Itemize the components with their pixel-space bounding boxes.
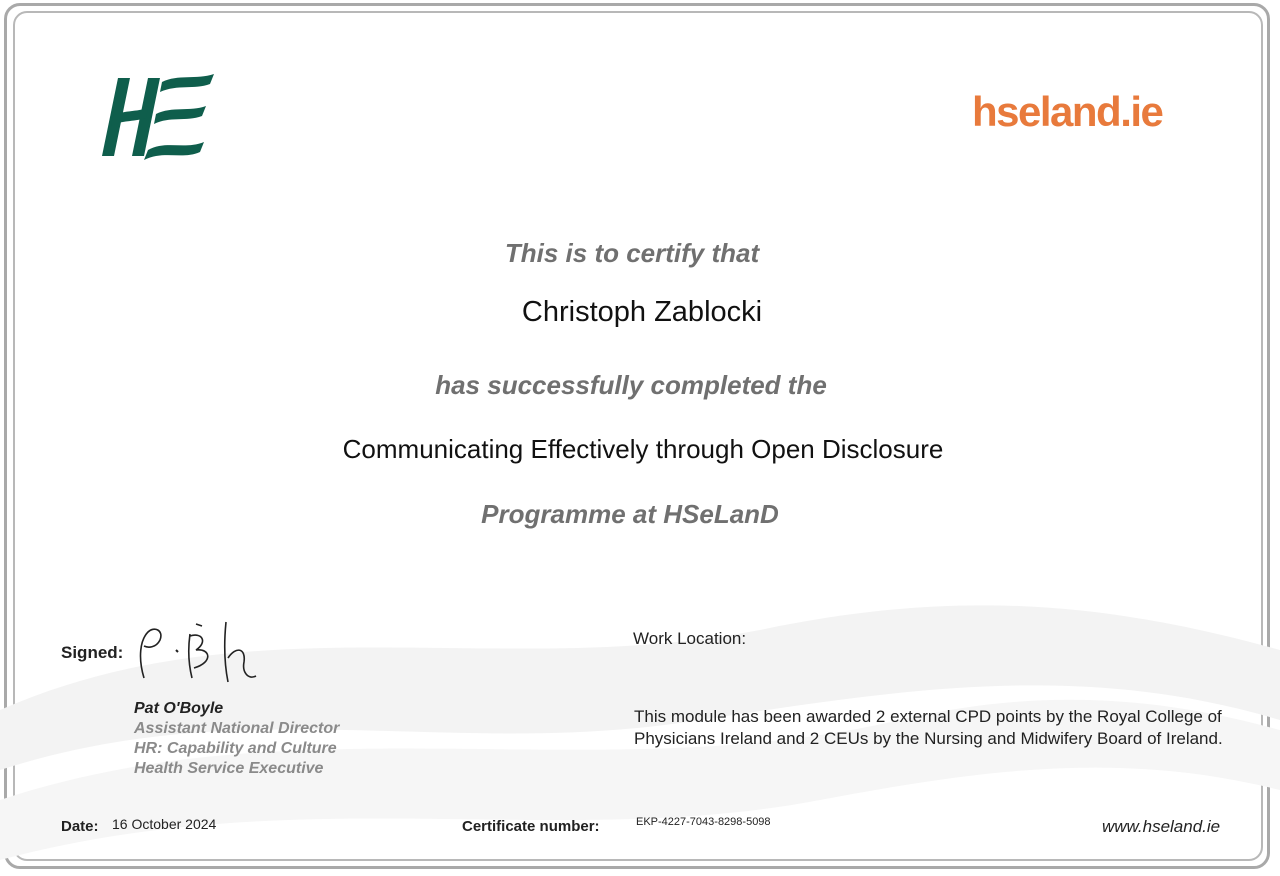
programme-text: Programme at HSeLanD <box>481 499 779 529</box>
certify-intro: This is to certify that <box>504 238 760 268</box>
signed-label: Signed: <box>61 643 124 662</box>
cpd-statement: This module has been awarded 2 external CPD points by the Royal College of Physicians Ireland and 2 CEUs by the Nursing and Midwifery Board of Ireland. <box>634 707 1223 748</box>
signer-title-3: Health Service Executive <box>134 760 324 777</box>
signer-title-1: Assistant National Director <box>134 720 340 737</box>
date-value: 16 October 2024 <box>112 816 217 832</box>
certificate-number-label: Certificate number: <box>462 818 600 835</box>
hse-logo <box>100 70 218 162</box>
completed-text: has successfully completed the <box>435 370 827 400</box>
date-label: Date: <box>61 818 99 835</box>
hseland-logo: hseland.ie <box>972 88 1163 135</box>
signer-name: Pat O'Boyle <box>134 700 224 717</box>
signer-title-2: HR: Capability and Culture <box>134 740 337 757</box>
signer-details <box>134 699 339 779</box>
signature-image <box>130 618 265 686</box>
website-url: www.hseland.ie <box>1102 817 1221 836</box>
recipient-name: Christoph Zablocki <box>521 296 763 328</box>
certificate-number-value: EKP-4227-7043-8298-5098 <box>636 816 771 828</box>
course-title: Communicating Effectively through Open Disclosure <box>342 434 944 464</box>
work-location-label: Work Location: <box>633 629 747 648</box>
